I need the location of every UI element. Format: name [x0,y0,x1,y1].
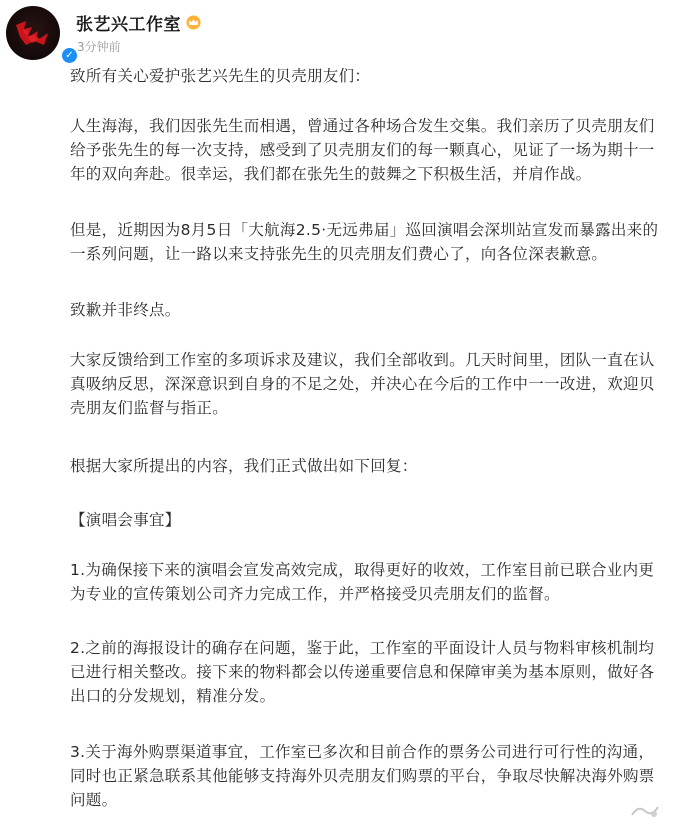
section-heading-concert: 【演唱会事宜】 [70,511,181,529]
salutation: 致所有关心爱护张艺兴先生的贝壳朋友们： [70,67,371,85]
list-item-2: 2.之前的海报设计的确存在问题，鉴于此，工作室的平面设计人员与物料审核机制均已进行相关整改。接下来的物料都会以传递重要信息和保障审美为基本原则，做好各出口的分发规划，精准分发。 [70,639,655,705]
post-timestamp: 3分钟前 [77,40,121,54]
studio-logo-icon [14,19,52,47]
verified-icon: ✓ [60,46,79,65]
paragraph-apology: 但是，近期因为8月5日「大航海2.5·无远弗届」巡回演唱会深圳站宣发而暴露出来的一系列问题，让一路以来支持张先生的贝壳朋友们费心了，向各位深表歉意。 [70,221,659,263]
account-name-row [76,10,202,34]
post-header [6,6,666,62]
paragraph-intro: 人生海海，我们因张先生而相遇，曾通过各种场合发生交集。我们亲历了贝壳朋友们给予张先生的每一次支持，感受到了贝壳朋友们的每一颗真心，见证了一场为期十一年的双向奔赴。很幸运，我们都在张先生的鼓舞之下积极生活，并肩作战。 [70,117,655,183]
watermark-icon [630,803,660,819]
paragraph-not-end: 致歉并非终点。 [70,301,181,319]
list-item-1: 1.为确保接下来的演唱会宣发高效完成，取得更好的收效，工作室目前已联合业内更为专业的宣传策划公司齐力完成工作，并严格接受贝壳朋友们的监督。 [70,561,655,603]
paragraph-feedback: 大家反馈给到工作室的多项诉求及建议，我们全部收到。几天时间里，团队一直在认真吸纳反思，深深意识到自身的不足之处，并决心在今后的工作中一一改进，欢迎贝壳朋友们监督与指正。 [70,351,655,417]
avatar[interactable] [6,6,60,60]
list-item-3: 3.关于海外购票渠道事宜，工作室已多次和目前合作的票务公司进行可行性的沟通，同时也正紧急联系其他能够支持海外贝壳朋友们购票的平台，争取尽快解决海外购票问题。 [70,743,655,809]
account-name[interactable]: 张艺兴工作室 [76,14,181,35]
paragraph-reply-intro: 根据大家所提出的内容，我们正式做出如下回复： [70,457,418,475]
crown-icon [185,15,202,30]
